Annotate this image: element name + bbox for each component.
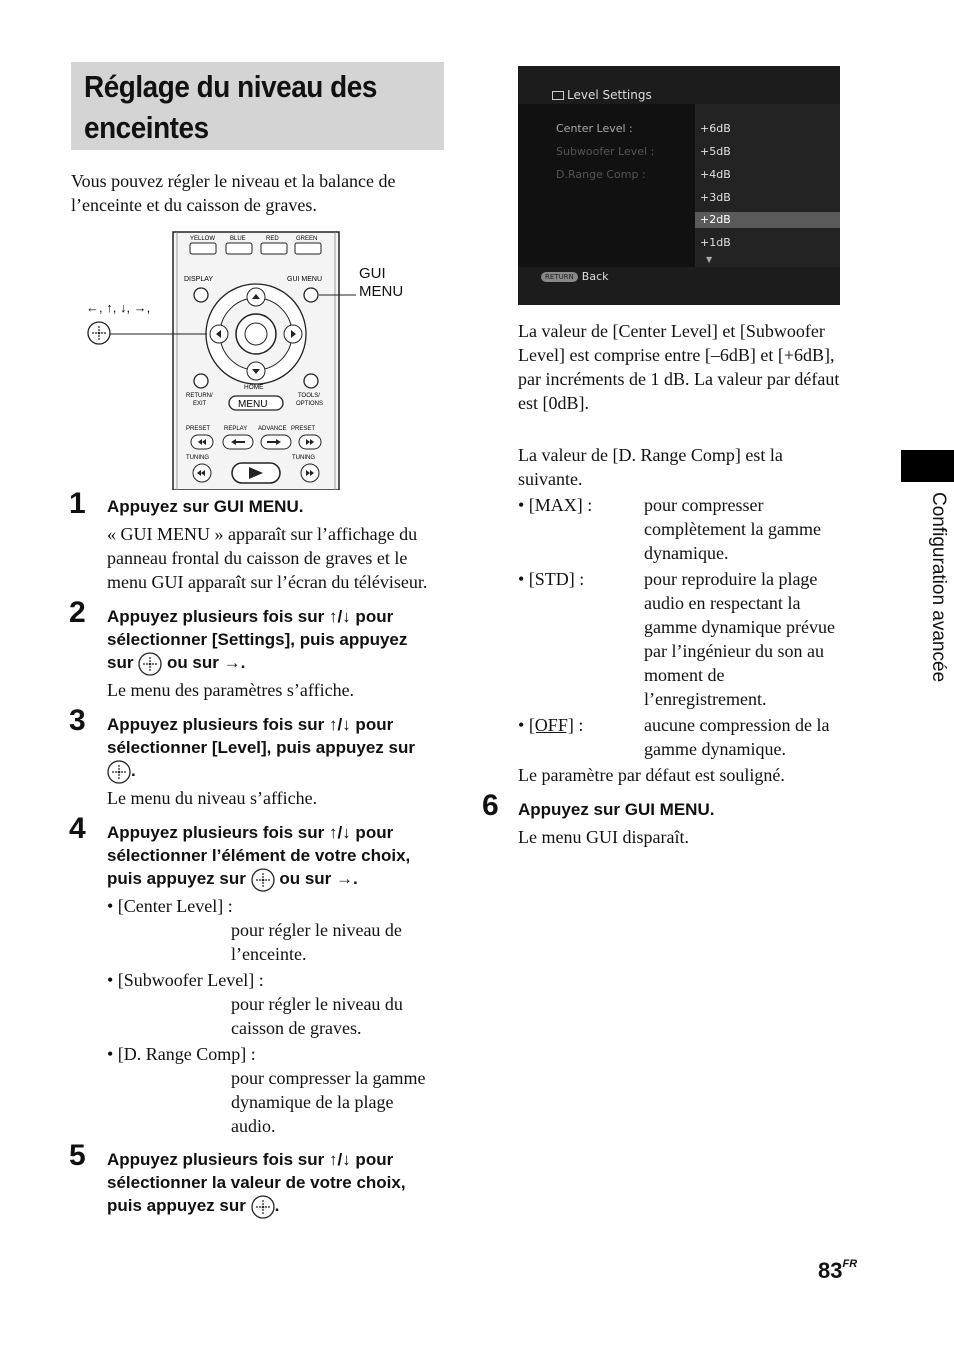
gui-menu-label: GUI MENU xyxy=(287,276,322,283)
step-2-heading-line: Appuyez plusieurs fois sur ↑/↓ pour xyxy=(107,607,394,626)
red-label: RED xyxy=(266,236,279,242)
intro-line-2: l’enceinte et du caisson de graves. xyxy=(71,195,317,215)
option-desc: pour régler le niveau de l’enceinte. xyxy=(231,920,402,964)
step-3-heading-line: Appuyez plusieurs fois sur ↑/↓ pour xyxy=(107,715,394,734)
home-label: HOME xyxy=(244,384,264,391)
enter-icon xyxy=(251,868,275,892)
level-settings-screen xyxy=(518,66,840,305)
yellow-label: YELLOW xyxy=(190,236,216,242)
step-5-heading-line: Appuyez plusieurs fois sur ↑/↓ pour xyxy=(107,1150,394,1169)
step-5-heading-line: puis appuyez sur . xyxy=(107,1194,452,1219)
option-label: • [Subwoofer Level] : xyxy=(107,970,264,990)
green-label: GREEN xyxy=(296,236,318,242)
osd-value[interactable]: +5dB xyxy=(700,145,731,158)
return-button[interactable] xyxy=(194,374,208,388)
step-2-heading-line: sélectionner [Settings], puis appuyez xyxy=(107,630,408,649)
osd-value[interactable]: +3dB xyxy=(700,191,731,204)
return-label: RETURN/ xyxy=(186,393,213,399)
step-6-heading: Appuyez sur GUI MENU. xyxy=(518,800,715,819)
osd-title: Level Settings xyxy=(552,88,652,102)
option-label: • [D. Range Comp] : xyxy=(107,1044,256,1064)
drange-paragraph: La valeur de [D. Range Comp] est la suivante. xyxy=(518,445,783,489)
step-6-body: Le menu GUI disparaît. xyxy=(518,827,689,847)
step-5-heading-line: sélectionner la valeur de votre choix, xyxy=(107,1173,406,1192)
option-max: • [MAX] : pour compresser complètement la gamme dynamique. xyxy=(518,495,821,563)
gui-menu-button[interactable] xyxy=(304,288,318,302)
step-1-heading: Appuyez sur GUI MENU. xyxy=(107,497,304,516)
scroll-down-icon: ▼ xyxy=(706,255,713,264)
gui-menu-callout xyxy=(359,265,403,301)
section-tab xyxy=(901,450,954,482)
option-label: • [Center Level] : xyxy=(107,896,233,916)
advance-label: ADVANCE xyxy=(258,426,287,432)
osd-item-center-level[interactable]: Center Level : xyxy=(556,122,633,135)
step-1-body-line: menu GUI apparaît sur l’écran du téléviseur. xyxy=(107,572,428,592)
enter-icon xyxy=(87,321,111,345)
osd-back[interactable]: RETURN Back xyxy=(541,270,609,283)
return-badge: RETURN xyxy=(541,272,578,282)
osd-item-subwoofer-level[interactable]: Subwoofer Level : xyxy=(556,145,655,158)
page-number: $83^{FR}$ xyxy=(818,1258,858,1283)
gui-callout-line-1: GUI xyxy=(359,265,386,282)
step-3-heading-line: . xyxy=(107,759,452,784)
remote-illustration xyxy=(70,228,370,490)
step-4-heading-line: sélectionner l’élément de votre choix, xyxy=(107,846,411,865)
page-title: Réglage du niveau des enceintes xyxy=(84,69,377,145)
osd-item-drange-comp[interactable]: D.Range Comp : xyxy=(556,168,646,181)
enter-icon xyxy=(138,652,162,676)
option-std: • [STD] : pour reproduire la plage audio en respectant la gamme dynamique prévue par l’ingénieur du son au moment de l’enregistrement. xyxy=(518,569,835,709)
option-desc: pour compresser la gamme dynamique de la plage audio. xyxy=(231,1068,426,1136)
tuning-plus-label: TUNING xyxy=(292,455,315,461)
option-desc: pour régler le niveau du caisson de graves. xyxy=(231,994,403,1038)
default-note: Le paramètre par défaut est souligné. xyxy=(518,765,785,785)
replay-label: REPLAY xyxy=(224,426,248,432)
step-2-heading xyxy=(107,605,452,676)
exit-label: EXIT xyxy=(193,401,207,407)
blue-label: BLUE xyxy=(230,236,246,242)
step-5-heading xyxy=(107,1148,452,1219)
step-2-number: 2 xyxy=(69,596,86,629)
step-4-heading-line: puis appuyez sur ou sur →. xyxy=(107,867,452,892)
display-button[interactable] xyxy=(194,288,208,302)
tools-button[interactable] xyxy=(304,374,318,388)
osd-value-selected[interactable]: +2dB xyxy=(700,213,731,226)
section-label: Configuration avancée xyxy=(928,492,949,683)
step-6-number: 6 xyxy=(482,789,499,822)
step-4-options xyxy=(107,894,452,1138)
intro-line-1: Vous pouvez régler le niveau et la balance de xyxy=(71,171,396,191)
tuning-minus-label: TUNING xyxy=(186,455,209,461)
step-3-body: Le menu du niveau s’affiche. xyxy=(107,788,318,808)
step-2-heading-line: sur ou sur →. xyxy=(107,651,452,676)
drange-options xyxy=(518,493,863,787)
osd-value[interactable]: +1dB xyxy=(700,236,731,249)
preset-plus-label: PRESET xyxy=(291,426,316,432)
display-label: DISPLAY xyxy=(184,276,214,283)
option-off: • [OFF] : aucune compression de la gamme dynamique. xyxy=(518,715,830,759)
step-1-number: 1 xyxy=(69,487,86,520)
step-1-body xyxy=(107,522,452,594)
enter-icon xyxy=(107,760,131,784)
step-4-heading-line: Appuyez plusieurs fois sur ↑/↓ pour xyxy=(107,823,394,842)
step-1-body-line: panneau frontal du caisson de graves et le xyxy=(107,548,408,568)
step-3-heading xyxy=(107,713,452,784)
step-3-heading-line: sélectionner [Level], puis appuyez sur xyxy=(107,738,415,757)
menu-label: MENU xyxy=(238,399,268,410)
step-2-body: Le menu des paramètres s’affiche. xyxy=(107,680,355,700)
step-4-number: 4 xyxy=(69,812,86,845)
step-1-body-line: « GUI MENU » apparaît sur l’affichage du xyxy=(107,524,418,544)
step-5-number: 5 xyxy=(69,1139,86,1172)
osd-value[interactable]: +4dB xyxy=(700,168,731,181)
arrows-callout: ←, ↑, ↓, →, xyxy=(86,300,151,315)
step-3-number: 3 xyxy=(69,704,86,737)
tools-label: TOOLS/ xyxy=(298,393,320,399)
toolbox-icon xyxy=(552,91,564,100)
step-4-heading xyxy=(107,821,452,892)
intro-text xyxy=(71,169,451,217)
osd-value[interactable]: +6dB xyxy=(700,122,731,135)
preset-minus-label: PRESET xyxy=(186,426,211,432)
options-label: OPTIONS xyxy=(296,401,324,407)
level-range-paragraph: La valeur de [Center Level] et [Subwoofer Level] est comprise entre [–6dB] et [+6dB], par incréments de 1 dB. La valeur par défaut est [0dB]. xyxy=(518,321,840,413)
enter-icon xyxy=(251,1195,275,1219)
gui-callout-line-2: MENU xyxy=(359,283,404,300)
